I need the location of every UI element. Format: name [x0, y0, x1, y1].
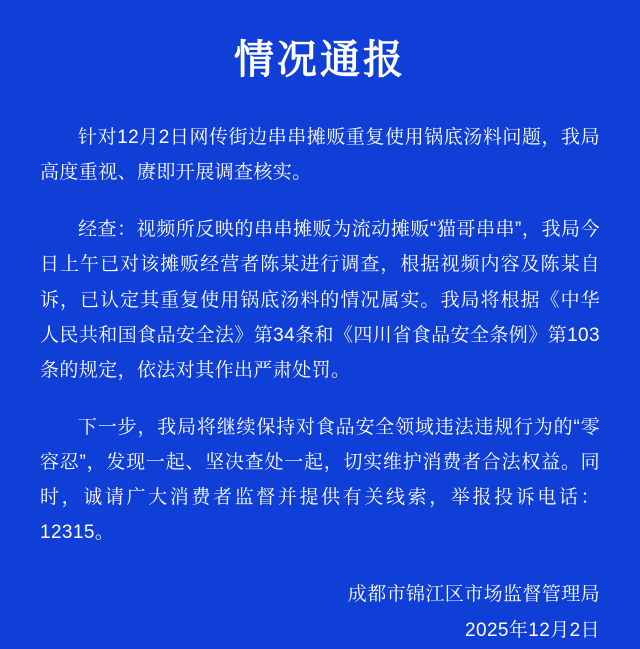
paragraph-3: 下一步，我局将继续保持对食品安全领域违法违规行为的“零容忍”，发现一起、坚决查处一起，切实维护消费者合法权益。同时，诚请广大消费者监督并提供有关线索，举报投诉电话：12315。: [40, 416, 600, 544]
paragraph-1: 针对12月2日网传街边串串摊贩重复使用锅底汤料问题，我局高度重视、赓即开展调查核实。: [40, 127, 600, 184]
paragraph-2: 经查：视频所反映的串串摊贩为流动摊贩“猫哥串串”，我局今日上午已对该摊贩经营者陈某进行调查，根据视频内容及陈某自诉，已认定其重复使用锅底汤料的情况属实。我局将根据《中华人民共和国食品安全法》第34条和《四川省食品安全条例》第103条的规定，依法对其作出严肃处罚。: [40, 219, 600, 381]
notice-body: [40, 120, 600, 551]
issue-date: 2025年12月2日: [465, 619, 600, 641]
issuing-authority: 成都市锦江区市场监督管理局: [347, 583, 600, 605]
page-title: 情况通报: [234, 38, 406, 82]
signature-block: [40, 577, 600, 649]
